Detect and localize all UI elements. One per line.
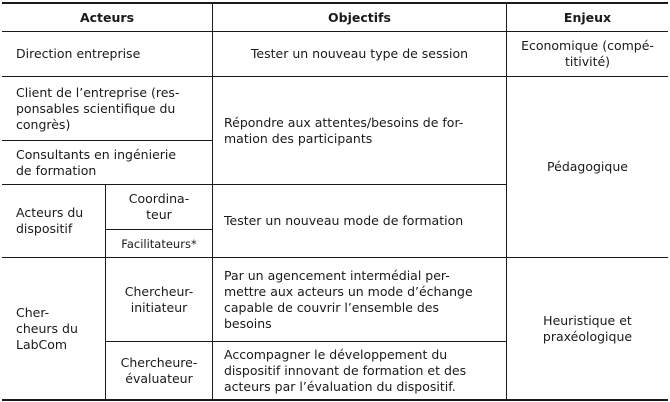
header-enjeux: Enjeux [563,9,612,25]
objectif-accompagner: Accompagner le développement du dispositif innovant de formation et des acteurs par l’évaluation du dispositif. [224,346,467,394]
objectif-attentes-besoins: Répondre aux attentes/besoins de for- mation des participants [224,114,464,146]
acteur-facilitateurs: Facilitateurs* [121,236,197,251]
objectif-nouveau-mode: Tester un nouveau mode de formation [224,213,464,228]
bottom-rule [2,399,668,401]
acteur-chercheure-evaluateur: Chercheure- évaluateur [120,354,198,386]
col-rule-6 [212,184,213,400]
enjeu-economique: Economique (compé- titivité) [521,38,654,69]
enjeu-pedagogique: Pédagogique [547,159,628,174]
objectif-direction: Tester un nouveau type de session [250,46,469,61]
acteur-direction: Direction entreprise [16,46,141,61]
acteur-chercheur-initiateur: Chercheur- initiateur [124,283,194,315]
acteur-consultants: Consultants en ingénierie de formation [16,146,177,178]
enjeu-heuristique: Heuristique et praxéologique [542,312,633,344]
acteur-coordinateur: Coordina- teur [128,191,190,222]
col-rule-3 [212,76,213,184]
objectif-agencement-intermedial: Par un agencement intermédial per- mettre aux acteurs un mode d’échange capable de couvrir l’ensemble des besoins [224,267,473,331]
header-objectifs: Objectifs [328,9,391,25]
header-acteurs: Acteurs [79,9,135,25]
acteur-chercheurs: Cher- cheurs du LabCom [16,304,78,352]
acteur-dispositif: Acteurs du dispositif [16,205,84,236]
acteur-client: Client de l’entreprise (res- ponsables scientifique du congrès) [16,84,180,132]
